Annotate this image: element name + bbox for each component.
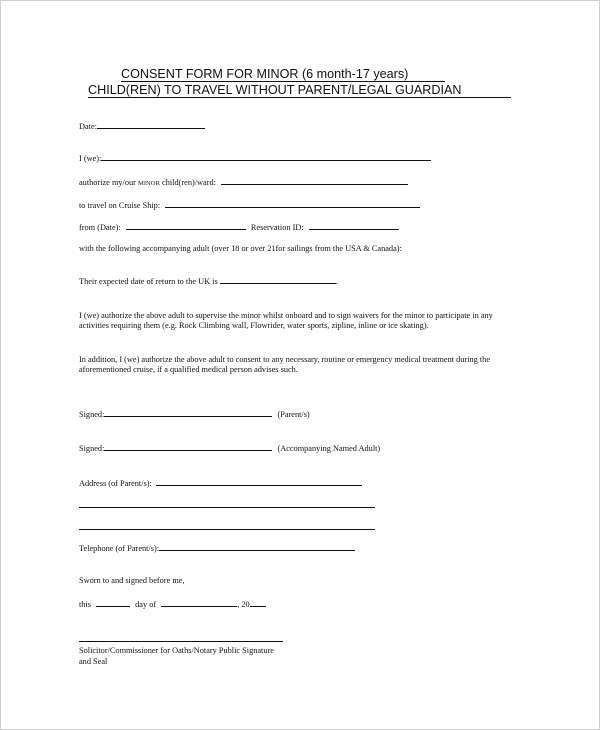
parent-signature-row: [79, 409, 310, 420]
title-underline-2: [88, 97, 511, 98]
date-row: [79, 121, 205, 132]
we-name-field[interactable]: [101, 153, 431, 161]
accompanying-adult-label: (Accompanying Named Adult): [277, 444, 381, 453]
address-field-line-1[interactable]: [156, 478, 362, 486]
notary-year-field[interactable]: [250, 599, 266, 607]
return-row: [79, 276, 338, 287]
telephone-label: Telephone (of Parent/s):: [79, 544, 160, 553]
date-label: Date:: [79, 122, 97, 131]
signed-label-1: Signed:: [79, 410, 105, 419]
notary-day-field[interactable]: [96, 599, 130, 607]
from-date-label: from (Date):: [79, 223, 121, 232]
this-label: this: [79, 600, 91, 609]
reservation-id-field[interactable]: [309, 222, 399, 230]
date-field[interactable]: [97, 121, 205, 129]
we-row: [79, 153, 431, 164]
cruise-ship-row: [79, 200, 420, 211]
cruise-ship-label: to travel on Cruise Ship:: [79, 201, 161, 210]
parent-label: (Parent/s): [277, 410, 310, 419]
day-of-label: day of: [135, 600, 157, 609]
authorize-row: [79, 177, 408, 189]
notary-month-field[interactable]: [161, 599, 237, 607]
accompany-label: with the following accompanying adult (over 18 or over 21for sailings from the USA & Canada):: [79, 244, 402, 253]
telephone-field[interactable]: [159, 543, 355, 551]
address-field-line-3[interactable]: [79, 529, 375, 530]
address-field-line-2[interactable]: [79, 507, 375, 508]
we-label: I (we):: [79, 154, 102, 163]
sworn-row: [79, 576, 185, 586]
parent-signature-field[interactable]: [104, 409, 272, 417]
year-prefix-label: , 20: [237, 600, 250, 609]
child-name-field[interactable]: [221, 177, 408, 185]
sworn-label: Sworn to and signed before me,: [79, 576, 185, 585]
supervise-paragraph: I (we) authorize the above adult to supervise the minor whilst onboard and to sign waivers for the minor to participate in any activities requiring them (e.g. Rock Climbing wall, Flowrider, water sports, zipline, inline or ice skating).: [79, 311, 493, 331]
adult-signature-row: [79, 443, 380, 454]
form-title-line-2: CHILD(REN) TO TRAVEL WITHOUT PARENT/LEGAL GUARDIAN: [88, 83, 462, 97]
solicitor-label-line-2: and Seal: [79, 657, 108, 666]
telephone-row: [79, 543, 355, 554]
solicitor-signature-field[interactable]: [79, 641, 283, 642]
cruise-ship-field[interactable]: [165, 200, 420, 208]
adult-signature-field[interactable]: [104, 443, 272, 451]
notary-date-row: [79, 599, 266, 610]
authorize-label-pre: authorize my/our: [79, 178, 138, 187]
return-period: .: [335, 277, 338, 286]
address-row: [79, 478, 362, 489]
reservation-label: Reservation ID:: [250, 223, 304, 232]
address-label: Address (of Parent/s):: [79, 479, 152, 488]
authorize-label-post: child(ren)/ward:: [159, 178, 216, 187]
return-label: Their expected date of return to the UK is: [79, 277, 220, 286]
title-underline-1: [121, 81, 445, 82]
from-date-row: [79, 222, 399, 233]
accompany-row: [79, 244, 402, 254]
return-date-field[interactable]: [220, 276, 336, 284]
solicitor-label-line-1: Solicitor/Commissioner for Oaths/Notary Public Signature: [79, 646, 274, 655]
signed-label-2: Signed:: [79, 444, 105, 453]
from-date-field[interactable]: [126, 222, 246, 230]
authorize-label-minor: MINOR: [137, 180, 160, 187]
medical-consent-paragraph: In addition, I (we) authorize the above adult to consent to any necessary, routine or emergency medical treatment during the aforementioned cruise, if a qualified medical person advises such.: [79, 355, 491, 375]
form-title-line-1: CONSENT FORM FOR MINOR (6 month-17 years): [121, 67, 409, 81]
